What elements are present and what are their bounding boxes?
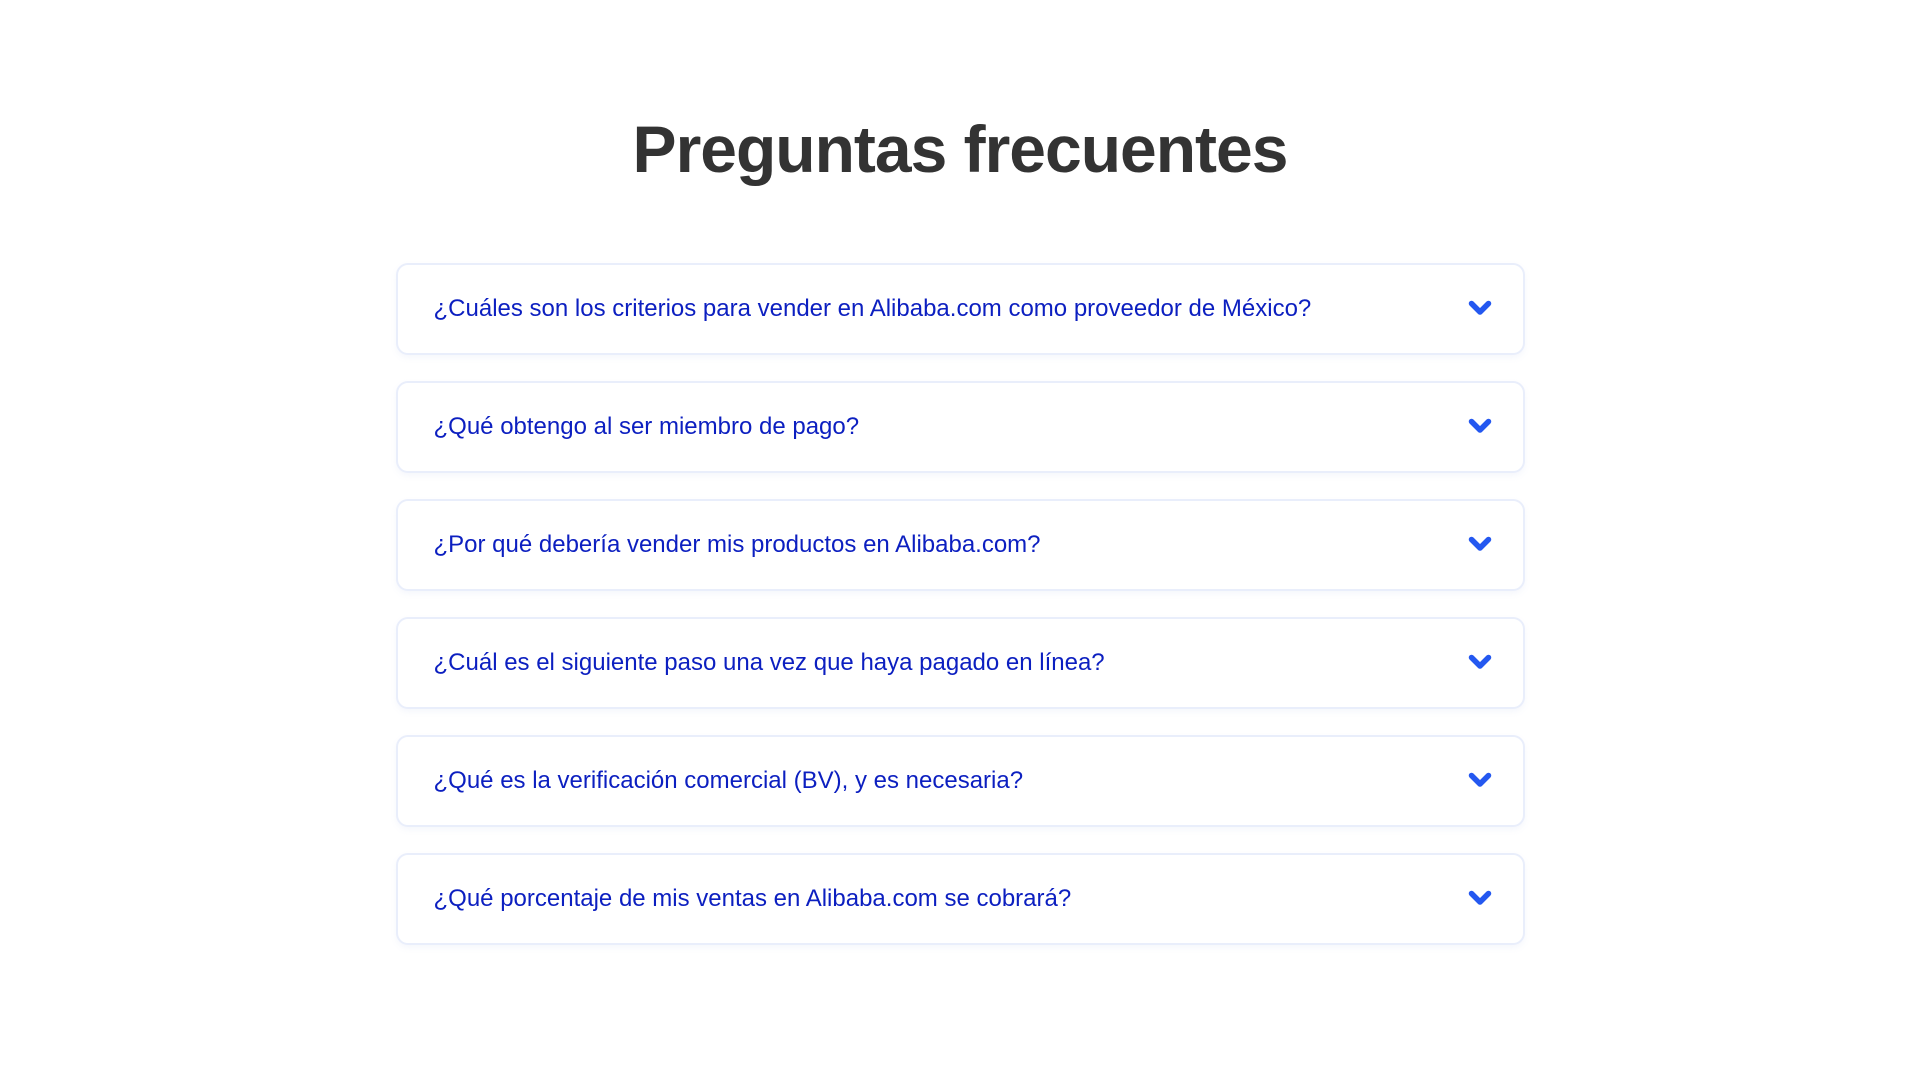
faq-question-text: ¿Cuál es el siguiente paso una vez que haya pagado en línea? xyxy=(433,649,1105,677)
faq-accordion-item[interactable] xyxy=(396,617,1525,709)
page-title: Preguntas frecuentes xyxy=(632,112,1288,186)
faq-question-text: ¿Cuáles son los criterios para vender en Alibaba.com como proveedor de México? xyxy=(433,295,1312,323)
chevron-down-icon[interactable] xyxy=(1467,768,1493,794)
faq-list xyxy=(396,263,1525,945)
faq-accordion-item[interactable] xyxy=(396,735,1525,827)
faq-question-text: ¿Por qué debería vender mis productos en Alibaba.com? xyxy=(433,531,1041,559)
faq-accordion-item[interactable] xyxy=(396,263,1525,355)
faq-question-text: ¿Qué obtengo al ser miembro de pago? xyxy=(433,413,860,441)
faq-accordion-item[interactable] xyxy=(396,853,1525,945)
faq-question-text: ¿Qué es la verificación comercial (BV), y es necesaria? xyxy=(433,767,1024,795)
chevron-down-icon[interactable] xyxy=(1467,532,1493,558)
faq-accordion-item[interactable] xyxy=(396,499,1525,591)
chevron-down-icon[interactable] xyxy=(1467,650,1493,676)
chevron-down-icon[interactable] xyxy=(1467,414,1493,440)
faq-accordion-item[interactable] xyxy=(396,381,1525,473)
faq-question-text: ¿Qué porcentaje de mis ventas en Alibaba.com se cobrará? xyxy=(433,885,1072,913)
chevron-down-icon[interactable] xyxy=(1467,886,1493,912)
chevron-down-icon[interactable] xyxy=(1467,296,1493,322)
